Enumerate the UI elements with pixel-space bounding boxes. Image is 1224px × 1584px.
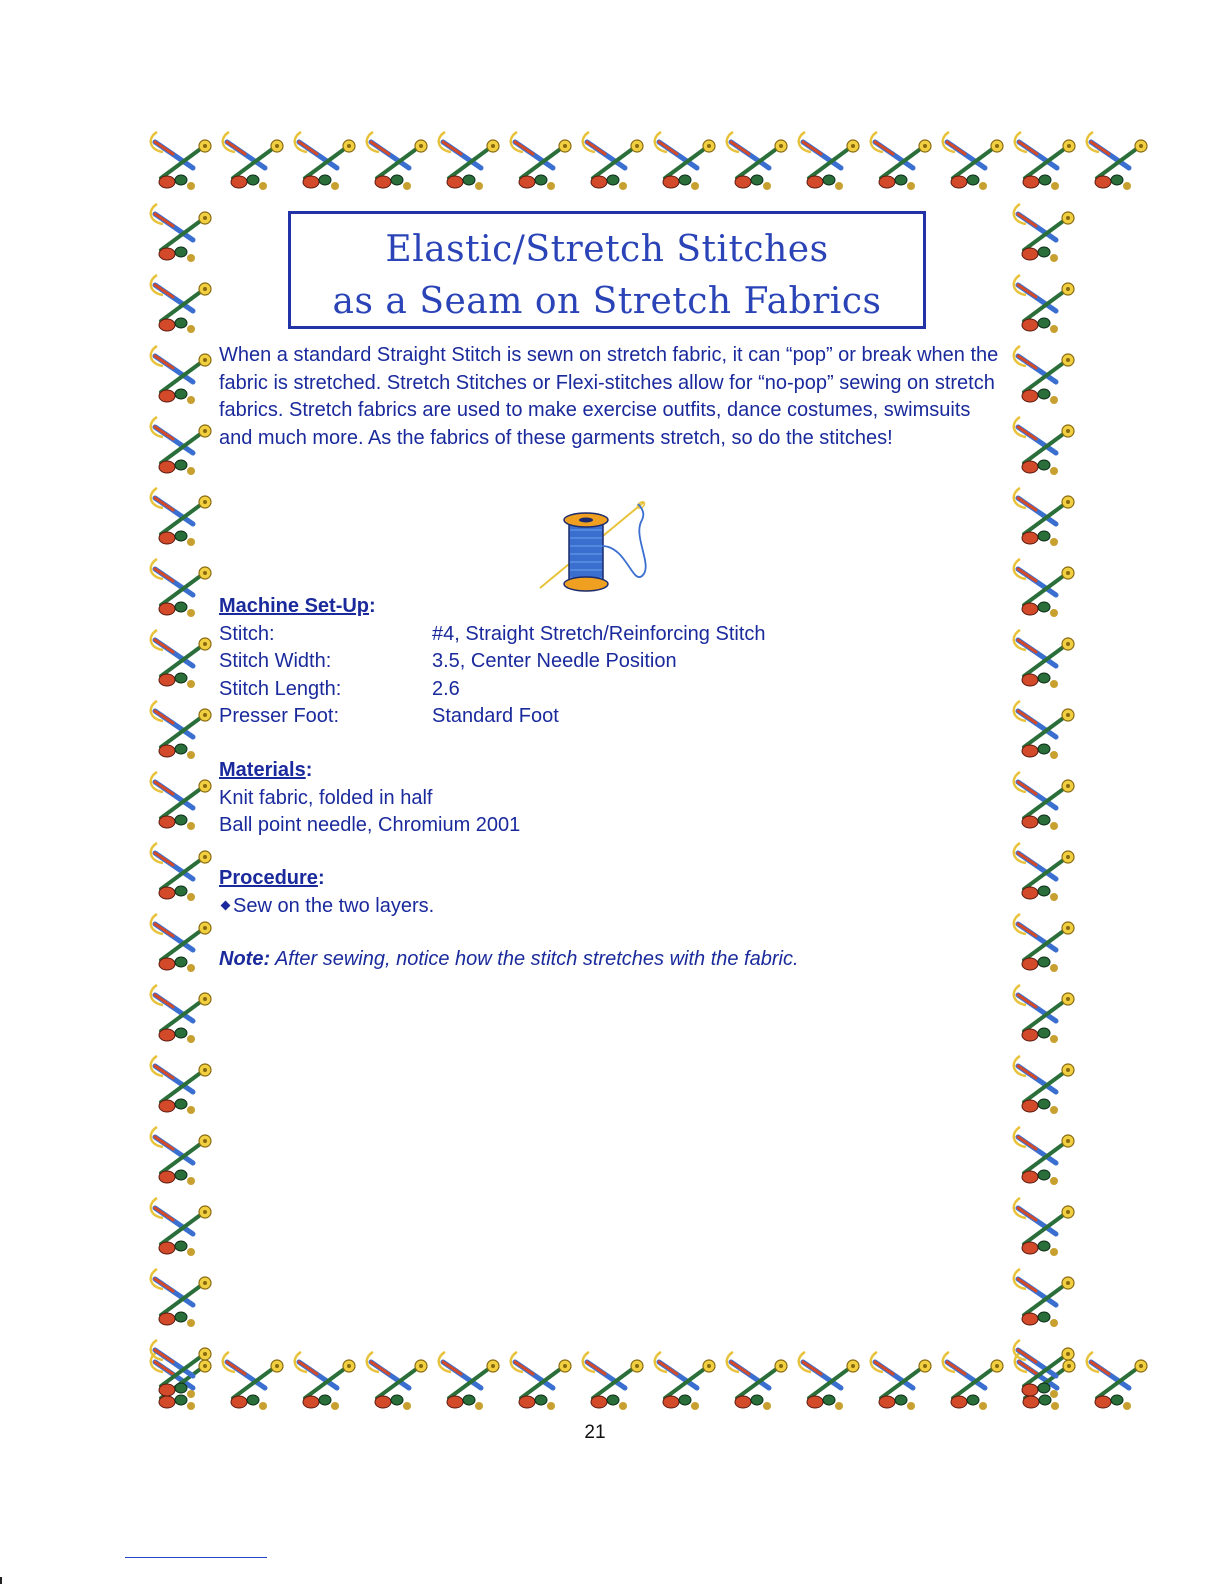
title-line-1: Elastic/Stretch Stitches [385,229,829,270]
scissors-thread-icon [143,200,215,271]
procedure-list [219,893,434,921]
scissors-thread-icon [719,128,791,200]
scissors-thread-icon [143,1123,215,1194]
procedure-step-text: Sew on the two layers. [233,894,435,917]
scissors-thread-icon [431,128,503,200]
footer-rule [125,1557,267,1558]
scissors-thread-icon [143,697,215,768]
border-right [1006,200,1078,1348]
material-item: Ball point needle, Chromium 2001 [219,814,521,836]
scissors-thread-icon [359,1348,431,1420]
note-text: After sewing, notice how the stitch stretches with the fabric. [274,948,799,970]
scissors-thread-icon [1006,342,1078,413]
scissors-thread-icon [1079,1348,1151,1420]
scissors-thread-icon [1006,768,1078,839]
scissors-thread-icon [1079,128,1151,200]
setup-row [219,648,766,676]
scissors-thread-icon [143,413,215,484]
scissors-thread-icon [575,1348,647,1420]
diamond-bullet-icon [221,900,231,910]
scissors-thread-icon [143,271,215,342]
scissors-thread-icon [1006,555,1078,626]
thread-spool-needle-icon [536,496,662,592]
scissors-thread-icon [143,1336,215,1407]
note [219,946,799,974]
scissors-thread-icon [215,1348,287,1420]
setup-value: 3.5, Center Needle Position [432,650,677,672]
materials-heading: Materials [219,759,306,781]
scissors-thread-icon [1006,200,1078,271]
setup-label: Stitch Width: [219,650,332,672]
material-item: Knit fabric, folded in half [219,786,433,809]
scissors-thread-icon [935,1348,1007,1420]
scissors-thread-icon [575,128,647,200]
scissors-thread-icon [143,839,215,910]
scissors-thread-icon [1006,1265,1078,1336]
scissors-thread-icon [503,128,575,200]
materials-list [219,785,520,840]
setup-label: Presser Foot: [219,705,340,727]
setup-value: 2.6 [432,677,460,700]
scissors-thread-icon [1006,484,1078,555]
scissors-thread-icon [287,1348,359,1420]
scissors-thread-icon [143,981,215,1052]
setup-row [219,703,766,731]
setup-value: Standard Foot [432,705,559,727]
border-left [143,200,215,1348]
setup-label: Stitch Length: [219,677,342,700]
scissors-thread-icon [143,910,215,981]
procedure-step [219,893,434,921]
scissors-thread-icon [1006,1052,1078,1123]
scissors-thread-icon [1006,626,1078,697]
scissors-thread-icon [143,128,215,200]
setup-row [219,676,766,704]
scissors-thread-icon [143,342,215,413]
scissors-thread-icon [719,1348,791,1420]
scissors-thread-icon [287,128,359,200]
setup-label: Stitch: [219,622,275,645]
scissors-thread-icon [1006,697,1078,768]
scissors-thread-icon [431,1348,503,1420]
scissors-thread-icon [143,768,215,839]
scissors-thread-icon [143,1265,215,1336]
page-number: 21 [584,1422,606,1443]
procedure-heading: Procedure [219,867,318,889]
scissors-thread-icon [503,1348,575,1420]
border-top [143,128,1083,200]
scissors-thread-icon [1006,910,1078,981]
scissors-thread-icon [863,1348,935,1420]
title-box [288,211,926,329]
scissors-thread-icon [1006,981,1078,1052]
scissors-thread-icon [143,555,215,626]
scissors-thread-icon [1006,271,1078,342]
scissors-thread-icon [1006,413,1078,484]
scissors-thread-icon [143,1194,215,1265]
scissors-thread-icon [791,128,863,200]
intro-paragraph: When a standard Straight Stitch is sewn on stretch fabric, it can “pop” or break when the fabric is stretched. Stretch Stitches or Flexi-stitches allow for “no-pop” sewing on stretch fabrics. Stretch fabrics are used to make exercise outfits, dance costumes, swimsuits and much more. As the fabrics of these garments stretch, so do the stitches! [219,344,999,449]
scissors-thread-icon [791,1348,863,1420]
scissors-thread-icon [143,1052,215,1123]
note-label: Note: [219,948,271,970]
scissors-thread-icon [1007,128,1079,200]
machine-setup-section: Machine Set-Up: Stitch: #4, Straight Stretch/Reinforcing Stitch Stitch Width: 3.5, Center Needle Position Stitch Length: 2.6 Presser Foot: Standard Foot [219,593,766,731]
edge-mark [0,1577,2,1584]
scissors-thread-icon [1006,839,1078,910]
scissors-thread-icon [647,1348,719,1420]
scissors-thread-icon [215,128,287,200]
scissors-thread-icon [863,128,935,200]
setup-heading: Machine Set-Up [219,595,370,617]
scissors-thread-icon [143,626,215,697]
border-bottom [143,1348,1083,1420]
materials-section: Materials: Knit fabric, folded in half Ball point needle, Chromium 2001 [219,757,520,840]
scissors-thread-icon [1006,1123,1078,1194]
setup-value: #4, Straight Stretch/Reinforcing Stitch [432,622,766,645]
procedure-section: Procedure: Sew on the two layers. [219,865,434,920]
scissors-thread-icon [935,128,1007,200]
scissors-thread-icon [1006,1194,1078,1265]
scissors-thread-icon [143,484,215,555]
setup-table [219,621,766,731]
title-line-2: as a Seam on Stretch Fabrics [332,281,882,322]
scissors-thread-icon [359,128,431,200]
scissors-thread-icon [1006,1336,1078,1407]
scissors-thread-icon [647,128,719,200]
setup-row [219,621,766,649]
